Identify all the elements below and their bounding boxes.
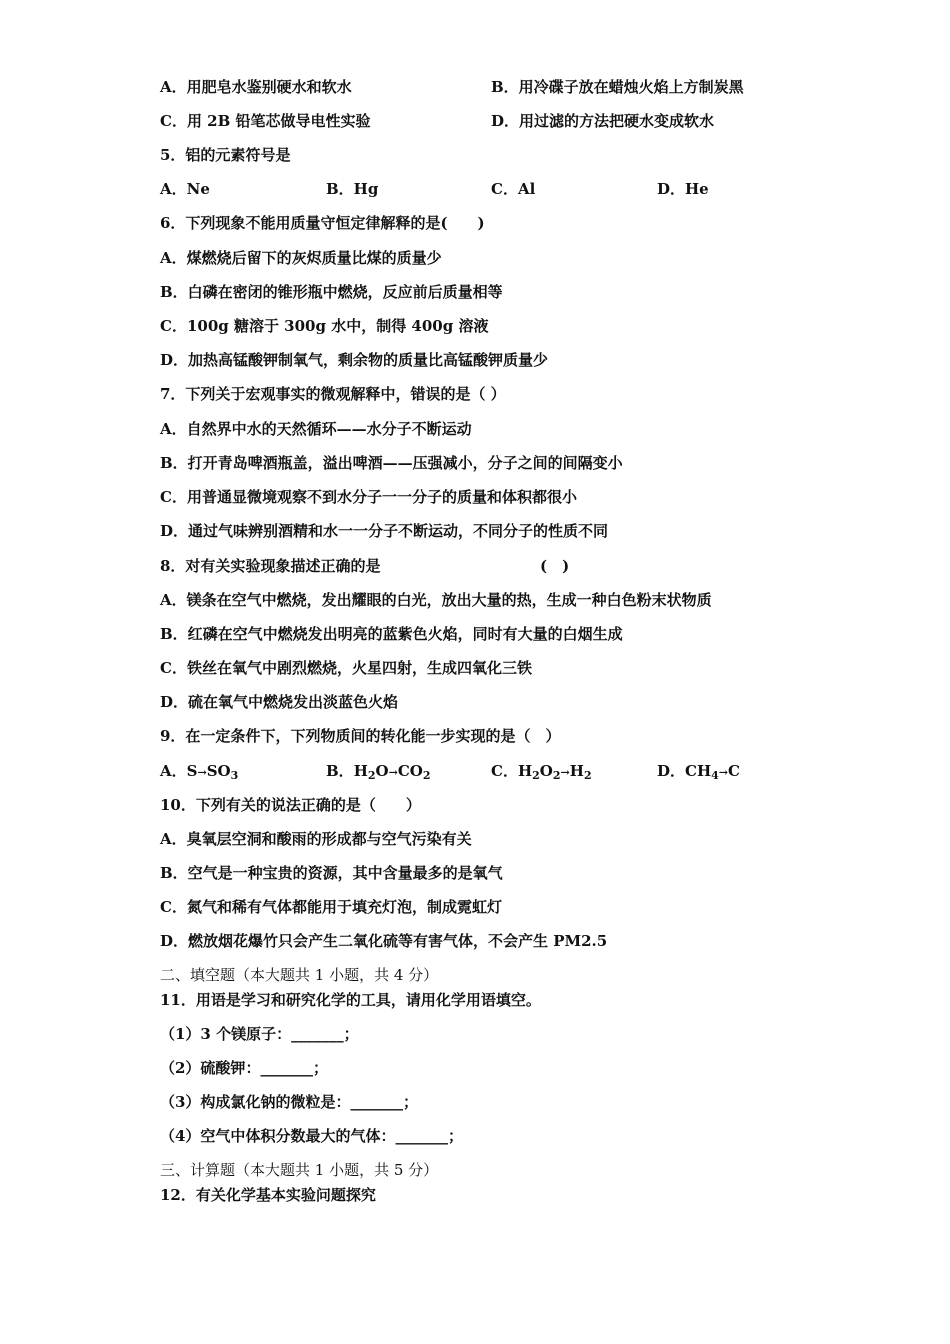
q7-option-c: C．用普通显微境观察不到水分子一一分子的质量和体积都很小 (160, 488, 577, 506)
q8-answer-paren: ( ) (540, 557, 570, 575)
q4-option-a: A．用肥皂水鉴别硬水和软水 (160, 78, 352, 96)
q11-part2: （2）硫酸钾：_______； (160, 1059, 328, 1077)
q6-option-a: A．煤燃烧后留下的灰烬质量比煤的质量少 (160, 249, 442, 267)
q11-stem: 11．用语是学习和研究化学的工具，请用化学用语填空。 (160, 991, 541, 1009)
q8-option-a: A．镁条在空气中燃烧，发出耀眼的白光，放出大量的热，生成一种白色粉末状物质 (160, 591, 712, 609)
section2-title: 二、填空题（本大题共 1 小题，共 4 分） (160, 966, 439, 984)
q11-part1: （1）3 个镁原子：_______； (160, 1025, 359, 1043)
q10-option-b: B．空气是一种宝贵的资源，其中含量最多的是氧气 (160, 864, 503, 882)
q10-option-a: A．臭氧层空洞和酸雨的形成都与空气污染有关 (160, 830, 472, 848)
q9-stem: 9．在一定条件下，下列物质间的转化能一步实现的是（ ） (160, 727, 561, 745)
q9-option-d: D．$CH_4\to C$ (657, 762, 740, 782)
q5-stem: 5．铝的元素符号是 (160, 146, 291, 164)
q7-option-a: A．自然界中水的天然循环——水分子不断运动 (160, 420, 472, 438)
q10-option-d: D．燃放烟花爆竹只会产生二氧化硫等有害气体，不会产生 PM2.5 (160, 932, 608, 950)
q11-part4: （4）空气中体积分数最大的气体：_______； (160, 1127, 463, 1145)
q5-option-b: B．Hg (326, 180, 379, 198)
q9-option-b: B．$H_2O\to CO_2$ (326, 762, 431, 782)
q5-option-d: D．He (657, 180, 709, 198)
q6-option-b: B．白磷在密闭的锥形瓶中燃烧，反应前后质量相等 (160, 283, 503, 301)
q8-option-b: B．红磷在空气中燃烧发出明亮的蓝紫色火焰，同时有大量的白烟生成 (160, 625, 623, 643)
q4-option-c: C．用 2B 铅笔芯做导电性实验 (160, 112, 371, 130)
q7-stem: 7．下列关于宏观事实的微观解释中，错误的是（ ） (160, 385, 506, 403)
q6-option-d: D．加热高锰酸钾制氧气，剩余物的质量比高锰酸钾质量少 (160, 351, 549, 369)
q8-option-c: C．铁丝在氧气中剧烈燃烧，火星四射，生成四氧化三铁 (160, 659, 532, 677)
q11-part3: （3）构成氯化钠的微粒是：_______； (160, 1093, 418, 1111)
q10-stem: 10．下列有关的说法正确的是（ ） (160, 796, 421, 814)
q6-stem: 6．下列现象不能用质量守恒定律解释的是( ) (160, 214, 485, 232)
q5-option-c: C．Al (491, 180, 536, 198)
q8-stem: 8．对有关实验现象描述正确的是 (160, 557, 381, 575)
q9-option-a: A．$S\to SO_3$ (160, 762, 239, 782)
q9-option-c: C．$H_2O_2\to H_2$ (491, 762, 592, 782)
section3-title: 三、计算题（本大题共 1 小题，共 5 分） (160, 1161, 439, 1179)
q7-option-b: B．打开青岛啤酒瓶盖，溢出啤酒——压强减小，分子之间的间隔变小 (160, 454, 623, 472)
q12-stem: 12．有关化学基本实验问题探究 (160, 1186, 376, 1204)
q6-option-c: C．100g 糖溶于 300g 水中，制得 400g 溶液 (160, 317, 489, 335)
q4-option-b: B．用冷碟子放在蜡烛火焰上方制炭黑 (491, 78, 744, 96)
q7-option-d: D．通过气味辨别酒精和水一一分子不断运动，不同分子的性质不同 (160, 522, 609, 540)
q8-option-d: D．硫在氧气中燃烧发出淡蓝色火焰 (160, 693, 399, 711)
q5-option-a: A．Ne (160, 180, 210, 198)
q4-option-d: D．用过滤的方法把硬水变成软水 (491, 112, 715, 130)
q10-option-c: C．氮气和稀有气体都能用于填充灯泡，制成霓虹灯 (160, 898, 502, 916)
